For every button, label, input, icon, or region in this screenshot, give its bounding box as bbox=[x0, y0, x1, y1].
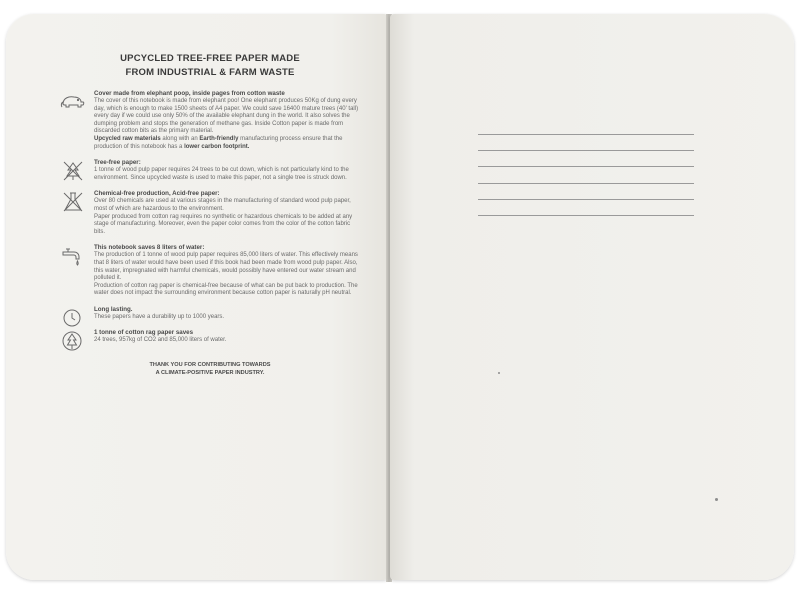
section-elephant-poop-cover bbox=[60, 90, 360, 151]
body-text: along with an bbox=[160, 135, 200, 142]
section-body: 24 trees, 957kg of CO2 and 85,000 liters of water. bbox=[94, 337, 227, 344]
water-tap-icon bbox=[60, 244, 86, 268]
title-line-1: UPCYCLED TREE-FREE PAPER MADE bbox=[120, 53, 300, 64]
left-page-content bbox=[60, 52, 360, 377]
paper-speck bbox=[715, 498, 718, 501]
section-cotton-rag-saves bbox=[60, 329, 360, 345]
section-saves-water bbox=[60, 244, 360, 298]
section-heading: 1 tonne of cotton rag paper saves bbox=[94, 329, 194, 337]
footer-line-1: THANK YOU FOR CONTRIBUTING TOWARDS bbox=[149, 362, 271, 369]
ruled-lines-block bbox=[478, 134, 694, 231]
section-heading: Long lasting. bbox=[94, 305, 133, 313]
emphasis-text: Earth-friendly bbox=[199, 135, 239, 142]
no-tree-icon bbox=[60, 159, 86, 183]
section-body-2: Production of cotton rag paper is chemical-free because of what can be put back to production. The water does not impact the surrounding environment because cotton paper is naturally pH neutral. bbox=[94, 282, 358, 297]
ruled-line bbox=[478, 134, 694, 135]
section-body: Over 80 chemicals are used at various stages in the manufacturing of standard wood pulp paper, most of which are hazardous to the environment. bbox=[94, 198, 351, 212]
footer-line-2: A CLIMATE-POSITIVE PAPER INDUSTRY. bbox=[155, 370, 265, 377]
section-heading: This notebook saves 8 liters of water: bbox=[94, 244, 205, 252]
section-body-2: Paper produced from cotton rag requires no synthetic or hazardous chemicals to be added at any stage of manufacturing. Moreover, even the paper color comes from the color of the cotton fabric bits. bbox=[94, 213, 353, 235]
right-page bbox=[390, 14, 794, 580]
ruled-line bbox=[478, 150, 694, 151]
open-notebook bbox=[6, 14, 794, 582]
ruled-line bbox=[478, 183, 694, 184]
ruled-line bbox=[478, 215, 694, 216]
section-body: These papers have a durability up to 1000 years. bbox=[94, 313, 225, 320]
section-body-extra bbox=[94, 136, 360, 151]
section-heading: Tree-free paper: bbox=[94, 159, 141, 167]
section-body: 1 tonne of wood pulp paper requires 24 trees to be cut down, which is not particularly kind to the environment. Since upcycled waste is used to make this paper, not a single tree is struck down. bbox=[94, 167, 349, 181]
ruled-line bbox=[478, 166, 694, 167]
title-line-2: FROM INDUSTRIAL & FARM WASTE bbox=[125, 67, 295, 78]
elephant-icon bbox=[60, 90, 86, 114]
emphasis-text: Upcycled raw materials bbox=[94, 135, 161, 142]
section-tree-free bbox=[60, 159, 360, 182]
section-chemical-free bbox=[60, 190, 360, 236]
tree-globe-icon bbox=[60, 329, 86, 353]
section-body: The production of 1 tonne of wood pulp paper requires 85,000 liters of water. This effectively means that 8 liters of water would have been used if this book had been made from wood pulp paper. Also, this water, impregnated with harmful chemicals, would possibly have entered our water stream and polluted it. bbox=[94, 252, 358, 282]
clock-icon bbox=[60, 306, 86, 330]
ruled-line bbox=[478, 199, 694, 200]
page-title bbox=[60, 52, 360, 80]
section-heading: Chemical-free production, Acid-free paper: bbox=[94, 190, 220, 198]
left-page bbox=[6, 14, 388, 580]
section-long-lasting bbox=[60, 306, 360, 322]
body-text: manufacturing process ensure that the production of this notebook has a bbox=[94, 135, 343, 150]
no-chemical-icon bbox=[60, 190, 86, 214]
emphasis-text: lower carbon footprint. bbox=[184, 143, 250, 150]
section-body: The cover of this notebook is made from elephant poo! One elephant produces 50Kg of dung every day, which is enough to make 1500 sheets of A4 paper. We could save 16400 mature trees (40' tall) every day if we could use only 50% of the available elephant dung in the world. It also solves the dumping problem and stops the generation of methane gas. Inside Cotton paper is made from discarded cotton bits as the primary material. bbox=[94, 98, 359, 135]
section-heading: Cover made from elephant poop, inside pages from cotton waste bbox=[94, 90, 285, 97]
thank-you-footer bbox=[60, 361, 360, 377]
paper-speck bbox=[498, 372, 500, 374]
